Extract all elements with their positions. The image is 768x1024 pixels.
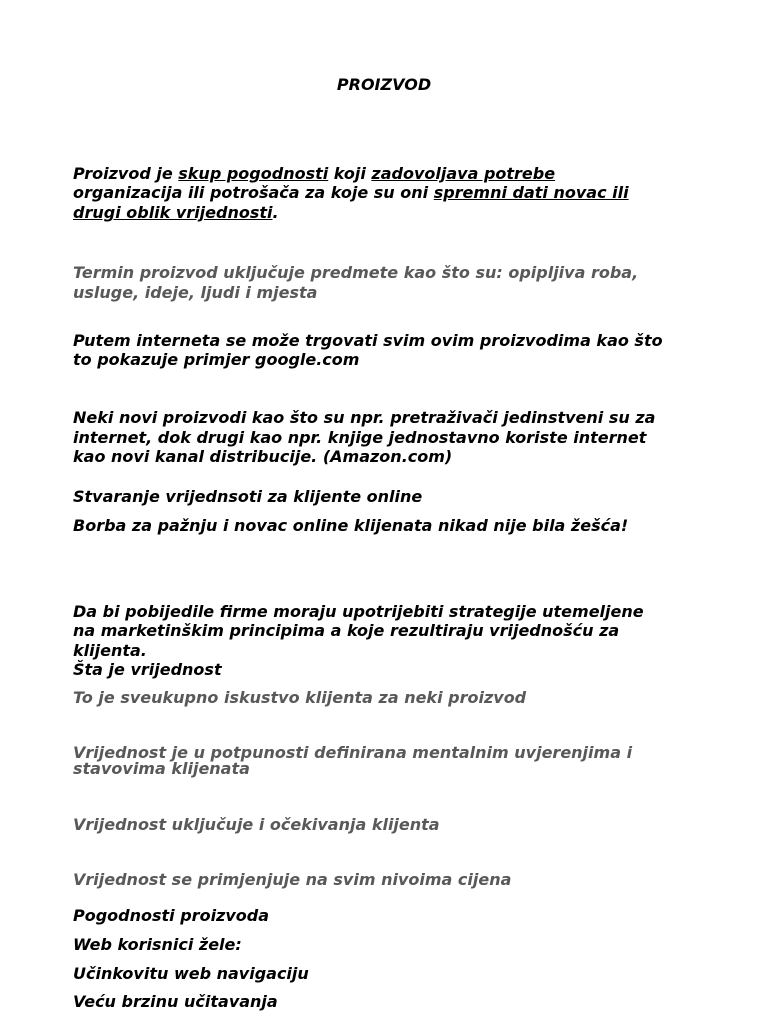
term-drugi-oblik-vrijednosti: drugi oblik vrijednosti: [73, 203, 273, 222]
term-spremni-dati-novac: spremni dati novac ili: [433, 183, 629, 202]
benefits-heading: Pogodnosti proizvoda: [73, 906, 270, 925]
document-page: PROIZVOD Proizvod je skup pogodnosti koji zadovoljava potrebe organizacija ili potrošača za koje su oni spremni dati novac ili drugi oblik vrijednosti. Termin proizvod uključuje predmete kao što su: opipljiva roba, usluge, ideje, ljudi i mjesta Putem interneta se može trgovati svim ovim proizvodima kao što to pokazuje primjer google.com Neki novi proizvodi kao što su npr. pretraživači jedinstveni su za internet, dok drugi kao npr. knjige jednostavno koriste internet kao novi kanal distribucije. (Amazon.com) Stvaranje vrijednsoti za klijente online Borba za pažnju i novac online klijenata nikad nije bila žešća! Da bi pobijedile firme moraju upotrijebiti strategije utemeljene na marketinškim principima a koje rezultiraju vrijednošću za klijenta. Šta je vrijednost To je sveukupno iskustvo klijenta za neki proizvod Vrijednost je u potpunosti definirana mentalnim uvjerenjima i stavovima klijenata Vrijednost uključuje i očekivanja klijenta Vrijednost se primjenjuje na svim nivoima cijena Pogodnosti proizvoda Web korisnici žele: Učinkovitu web navigaciju Veću brzinu učitavanja: [0, 0, 768, 1024]
page-title: PROIZVOD: [336, 75, 432, 94]
value-creation-heading: Stvaranje vrijednsoti za klijente online: [73, 487, 423, 506]
fight-statement: Borba za pažnju i novac online klijenata nikad nije bila žešća!: [73, 516, 629, 535]
term-zadovoljava-potrebe: zadovoljava potrebe: [371, 164, 556, 183]
expectations-statement: Vrijednost uključuje i očekivanja klijenta: [73, 815, 440, 834]
term-skup-pogodnosti: skup pogodnosti: [178, 164, 329, 183]
definition-line-3: drugi oblik vrijednosti.: [73, 203, 279, 222]
nav-item: Učinkovitu web navigaciju: [73, 964, 309, 983]
speed-item: Veću brzinu učitavanja: [73, 992, 278, 1011]
price-levels-statement: Vrijednost se primjenjuje na svim nivoima cijena: [73, 870, 512, 889]
experience-statement: To je sveukupno iskustvo klijenta za neki proizvod: [73, 688, 527, 707]
what-is-value-heading: Šta je vrijednost: [73, 660, 222, 679]
definition-line-1: Proizvod je skup pogodnosti koji zadovoljava potrebe: [73, 164, 556, 183]
users-want-heading: Web korisnici žele:: [73, 935, 242, 954]
definition-line-2: organizacija ili potrošača za koje su oni spremni dati novac ili: [73, 183, 629, 202]
